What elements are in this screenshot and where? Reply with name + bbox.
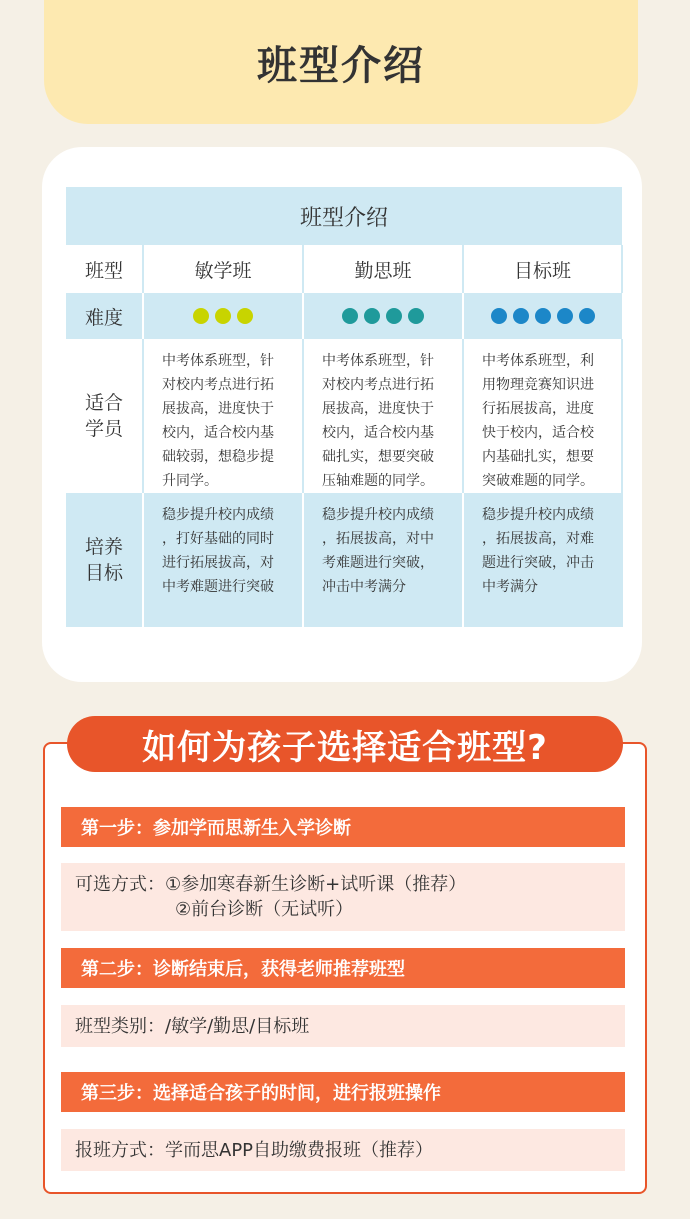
cell-line: 校内，适合校内基 <box>322 425 434 441</box>
cell-line: 础扎实，想要突破 <box>322 449 434 465</box>
row-label-difficulty: 难度 <box>66 293 143 339</box>
cell-line: 压轴难题的同学。 <box>322 473 434 489</box>
cell-line: 中考难题进行突破 <box>162 579 274 595</box>
step-2-line1: 班型类别：/敏学/勤思/目标班 <box>75 1015 310 1037</box>
step-1-details <box>61 863 625 931</box>
cell-line: 行拓展拔高，进度 <box>482 401 594 417</box>
step-1-bar: 第一步：参加学而思新生入学诊断 <box>61 807 625 847</box>
difficulty-dot <box>535 308 551 324</box>
cell-line: 用物理竞赛知识进 <box>482 377 594 393</box>
cell-line: 础较弱，想稳步提 <box>162 449 274 465</box>
cell-line: 考难题进行突破， <box>322 555 434 571</box>
cell-line: ，打好基础的同时 <box>162 531 274 547</box>
difficulty-mubiao <box>463 293 622 339</box>
table-row <box>66 493 622 627</box>
difficulty-minxue <box>143 293 303 339</box>
row-label-fit-line1: 适合 <box>84 392 123 414</box>
difficulty-dot <box>386 308 402 324</box>
cell-line: 内基础扎实，想要 <box>482 449 594 465</box>
cell-line: 稳步提升校内成绩 <box>322 507 434 523</box>
goal-text <box>464 493 621 599</box>
cell-line: 中考体系班型，利 <box>482 353 594 369</box>
row-label-type: 班型 <box>66 245 143 293</box>
step-3-bar: 第三步：选择适合孩子的时间，进行报班操作 <box>61 1072 625 1112</box>
row-label-fit <box>66 339 143 493</box>
goal-mubiao <box>463 493 622 627</box>
cell-line: 快于校内，适合校 <box>482 425 594 441</box>
cell-line: 冲击中考满分 <box>322 579 406 595</box>
table-row <box>66 339 622 493</box>
row-label-goal <box>66 493 143 627</box>
difficulty-dots <box>342 308 424 324</box>
cell-line: 题进行突破，冲击 <box>482 555 594 571</box>
cell-line: 升同学。 <box>162 473 218 489</box>
cell-line: 稳步提升校内成绩 <box>482 507 594 523</box>
difficulty-dot <box>491 308 507 324</box>
goal-text <box>304 493 462 599</box>
step-2-bar: 第二步：诊断结束后，获得老师推荐班型 <box>61 948 625 988</box>
step-1-line2: ②前台诊断（无试听） <box>175 899 354 920</box>
row-label-goal-line1: 培养 <box>84 536 123 558</box>
page-title: 班型介绍 <box>257 42 425 89</box>
difficulty-dot <box>193 308 209 324</box>
difficulty-dots <box>193 308 253 324</box>
difficulty-dot <box>364 308 380 324</box>
cell-line: 进行拓展拔高，对 <box>162 555 274 571</box>
fit-text <box>464 339 621 493</box>
difficulty-qinsi <box>303 293 463 339</box>
difficulty-dot <box>408 308 424 324</box>
fit-qinsi <box>303 339 463 493</box>
step-3-details <box>61 1129 625 1171</box>
difficulty-dot <box>557 308 573 324</box>
goal-qinsi <box>303 493 463 627</box>
cell-line: 展拔高，进度快于 <box>322 401 434 417</box>
header-banner <box>44 0 638 124</box>
fit-mubiao <box>463 339 622 493</box>
class-intro-table <box>66 187 623 627</box>
class-name-qinsi: 勤思班 <box>303 245 463 293</box>
step-1-line1: 可选方式：①参加寒春新生诊断+试听课（推荐） <box>75 874 467 895</box>
cell-line: 中考体系班型，针 <box>322 353 434 369</box>
cell-line: 稳步提升校内成绩 <box>162 507 274 523</box>
cell-line: 中考体系班型，针 <box>162 353 274 369</box>
difficulty-dot <box>342 308 358 324</box>
row-label-goal-line2: 目标 <box>84 562 123 584</box>
fit-minxue <box>143 339 303 493</box>
table-row <box>66 293 622 339</box>
cell-line: ，拓展拔高，对难 <box>482 531 594 547</box>
cell-line: 对校内考点进行拓 <box>162 377 274 393</box>
cell-line: 中考满分 <box>482 579 538 595</box>
goal-minxue <box>143 493 303 627</box>
row-label-fit-line2: 学员 <box>84 418 123 440</box>
difficulty-dots <box>491 308 595 324</box>
table-title: 班型介绍 <box>66 187 622 245</box>
difficulty-dot <box>513 308 529 324</box>
cell-line: 展拔高，进度快于 <box>162 401 274 417</box>
fit-text <box>304 339 462 493</box>
difficulty-dot <box>579 308 595 324</box>
difficulty-dot <box>237 308 253 324</box>
difficulty-dot <box>215 308 231 324</box>
cell-line: 突破难题的同学。 <box>482 473 594 489</box>
cell-line: 对校内考点进行拓 <box>322 377 434 393</box>
table-row <box>66 245 622 293</box>
guide-title: 如何为孩子选择适合班型? <box>142 727 548 768</box>
intro-card <box>42 147 642 682</box>
cell-line: 校内，适合校内基 <box>162 425 274 441</box>
step-3-line1: 报班方式：学而思APP自助缴费报班（推荐） <box>75 1139 434 1161</box>
class-name-mubiao: 目标班 <box>463 245 622 293</box>
fit-text <box>144 339 302 493</box>
guide-title-pill <box>67 716 623 772</box>
class-name-minxue: 敏学班 <box>143 245 303 293</box>
cell-line: ，拓展拔高，对中 <box>322 531 434 547</box>
step-2-details <box>61 1005 625 1047</box>
goal-text <box>144 493 302 599</box>
